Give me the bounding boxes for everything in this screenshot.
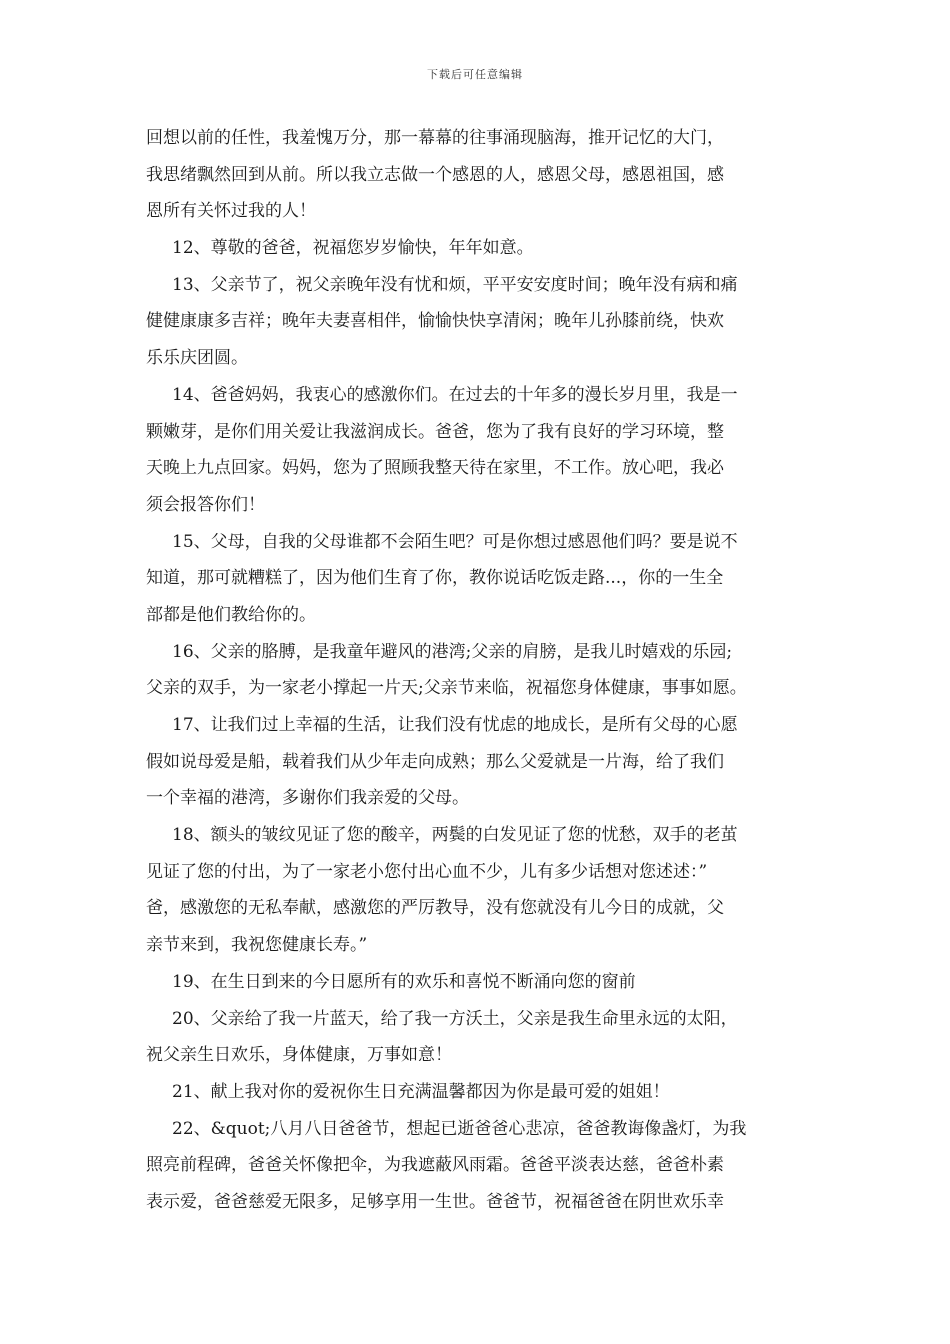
- text-line: 部都是他们教给你的。: [146, 604, 316, 625]
- text-line: 见证了您的付出，为了一家老小您付出心血不少，儿有多少话想对您述述：”: [146, 861, 708, 882]
- text-line: 一个幸福的港湾，多谢你们我亲爱的父母。: [146, 788, 469, 809]
- text-line: 祝父亲生日欢乐，身体健康，万事如意！: [146, 1045, 452, 1066]
- text-line: 假如说母爱是船，载着我们从少年走向成熟；那么父爱就是一片海，给了我们: [146, 751, 724, 772]
- text-line: 天晚上九点回家。妈妈，您为了照顾我整天待在家里，不工作。放心吧，我必: [146, 458, 724, 479]
- text-line: 12、尊敬的爸爸，祝福您岁岁愉快，年年如意。: [172, 238, 534, 259]
- text-line: 亲节来到，我祝您健康长寿。”: [146, 935, 368, 956]
- text-line: 照亮前程碑，爸爸关怀像把伞，为我遮蔽风雨霜。爸爸平淡表达慈，爸爸朴素: [146, 1155, 724, 1176]
- text-line: 14、爸爸妈妈，我衷心的感激你们。在过去的十年多的漫长岁月里，我是一: [172, 384, 738, 405]
- document-body: [146, 120, 816, 1221]
- text-line: 13、父亲节了，祝父亲晚年没有忧和烦，平平安安度时间；晚年没有病和痛: [172, 274, 738, 295]
- text-line: 22、&quot;八月八日爸爸节，想起已逝爸爸心悲凉，爸爸教诲像盏灯，为我: [172, 1118, 747, 1139]
- text-line: 我思绪飘然回到从前。所以我立志做一个感恩的人，感恩父母，感恩祖国，感: [146, 164, 724, 185]
- text-line: 16、父亲的胳膊，是我童年避风的港湾;父亲的肩膀，是我儿时嬉戏的乐园;: [172, 641, 733, 662]
- text-line: 健健康康多吉祥；晚年夫妻喜相伴，愉愉快快享清闲；晚年儿孙膝前绕，快欢: [146, 311, 724, 332]
- text-line: 17、让我们过上幸福的生活，让我们没有忧虑的地成长，是所有父母的心愿: [172, 715, 738, 735]
- text-line: 爸，感激您的无私奉献，感激您的严厉教导，没有您就没有儿今日的成就，父: [146, 898, 724, 919]
- text-line: 表示爱，爸爸慈爱无限多，足够享用一生世。爸爸节，祝福爸爸在阴世欢乐幸: [146, 1191, 724, 1212]
- text-line: 须会报答你们！: [146, 494, 265, 515]
- text-line: 回想以前的任性，我羞愧万分，那一幕幕的往事涌现脑海，推开记忆的大门，: [146, 128, 724, 148]
- text-line: 父亲的双手，为一家老小撑起一片天;父亲节来临，祝福您身体健康，事事如愿。: [146, 678, 747, 699]
- text-line: 颗嫩芽，是你们用关爱让我滋润成长。爸爸，您为了我有良好的学习环境，整: [146, 421, 724, 442]
- text-line: 18、额头的皱纹见证了您的酸辛，两鬓的白发见证了您的忧愁，双手的老茧: [172, 825, 738, 846]
- text-line: 20、父亲给了我一片蓝天，给了我一方沃土，父亲是我生命里永远的太阳，: [172, 1008, 738, 1029]
- text-line: 知道，那可就糟糕了，因为他们生育了你，教你说话吃饭走路...，你的一生全: [146, 568, 724, 589]
- text-line: 恩所有关怀过我的人！: [146, 201, 316, 222]
- text-line: 15、父母，自我的父母谁都不会陌生吧？可是你想过感恩他们吗？要是说不: [172, 531, 738, 552]
- page-header: 下载后可任意编辑: [427, 68, 523, 81]
- text-line: 19、在生日到来的今日愿所有的欢乐和喜悦不断涌向您的窗前: [172, 971, 636, 992]
- text-line: 乐乐庆团圆。: [146, 348, 248, 369]
- text-line: 21、献上我对你的爱祝你生日充满温馨都因为你是最可爱的姐姐！: [172, 1081, 670, 1102]
